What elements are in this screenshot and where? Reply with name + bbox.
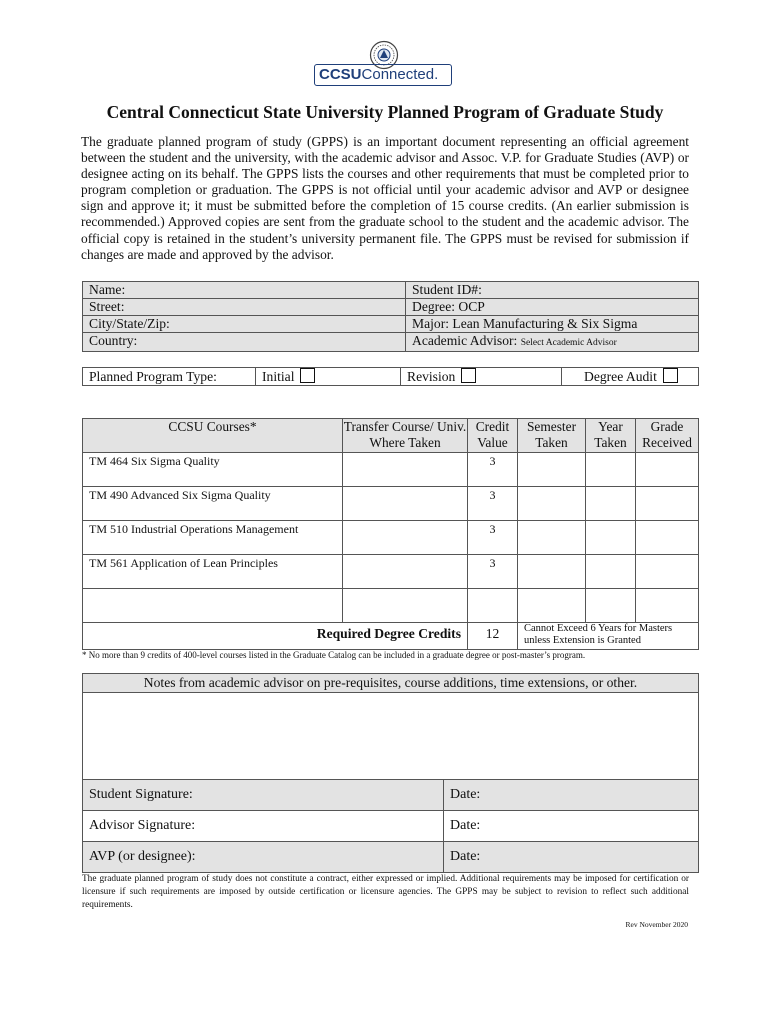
grade-cell[interactable] [636, 555, 699, 589]
semester-cell[interactable] [518, 453, 586, 487]
advisor-notes-area[interactable] [83, 693, 699, 780]
table-row [83, 555, 699, 589]
revision-checkbox[interactable] [461, 368, 476, 383]
table-row [83, 521, 699, 555]
student-id-field[interactable]: Student ID#: [406, 282, 699, 299]
transfer-cell[interactable] [343, 555, 468, 589]
grade-cell[interactable] [636, 453, 699, 487]
credit-cell: 3 [468, 487, 518, 521]
year-cell[interactable] [586, 521, 636, 555]
intro-paragraph: The graduate planned program of study (GPPS) is an important document representing an official agreement between the student and the university, with the academic advisor and Assoc. V.P. for Graduate Studies (AVP) or designee acting on its behalf. The GPPS lists the courses and other requirements that must be completed prior to program completion or graduation. The GPPS is not official until your academic advisor and AVP or designee sign and approve it; it must be submitted before the completion of 15 course credits. (An earlier submission is recommended.) Approved copies are sent from the graduate school to the student and the academic advisor. The official copy is retained in the student’s university permanent file. The GPPS must be revised for submission if changes are made and approved by the advisor. [81, 134, 689, 262]
year-cell[interactable] [586, 555, 636, 589]
required-credits-label: Required Degree Credits [83, 623, 468, 650]
grade-cell[interactable] [636, 589, 699, 623]
table-row [83, 589, 699, 623]
advisor-select[interactable]: Select Academic Advisor [520, 338, 617, 348]
course-name: TM 561 Application of Lean Principles [83, 555, 343, 589]
semester-cell[interactable] [518, 555, 586, 589]
degree-audit-checkbox[interactable] [663, 368, 678, 383]
ccsu-logo [312, 40, 458, 92]
student-date-field[interactable]: Date: [444, 780, 699, 811]
header-transfer-course: Transfer Course/ Univ. Where Taken [343, 419, 468, 453]
semester-cell[interactable] [518, 487, 586, 521]
program-type-table [82, 367, 699, 386]
transfer-cell[interactable] [343, 521, 468, 555]
major-field: Major: Lean Manufacturing & Six Sigma [406, 316, 699, 333]
course-name: TM 490 Advanced Six Sigma Quality [83, 487, 343, 521]
table-row [83, 453, 699, 487]
student-signature-field[interactable]: Student Signature: [83, 780, 444, 811]
option-initial[interactable] [256, 368, 401, 386]
disclaimer: The graduate planned program of study does not constitute a contract, either expressed or implied. Additional requirements may be imposed for certification or licensure if such requirements are imposed by outside certification or licensure agencies. The GPPS may be subject to revision to reflect such additional requirements. [82, 874, 689, 910]
required-credits-value: 12 [468, 623, 518, 650]
header-credit-value: Credit Value [468, 419, 518, 453]
year-cell[interactable] [586, 487, 636, 521]
footnote-400-level: * No more than 9 credits of 400-level courses listed in the Graduate Catalog can be included in a graduate degree or post-master’s program. [82, 650, 586, 660]
initial-label: Initial [262, 369, 295, 384]
credit-cell[interactable] [468, 589, 518, 623]
page-title: Central Connecticut State University Planned Program of Graduate Study [106, 102, 664, 122]
grade-cell[interactable] [636, 521, 699, 555]
transfer-cell[interactable] [343, 453, 468, 487]
course-table [82, 418, 699, 650]
grade-cell[interactable] [636, 487, 699, 521]
academic-advisor-field[interactable] [406, 333, 699, 352]
degree-audit-label: Degree Audit [584, 369, 657, 384]
degree-field: Degree: OCP [406, 299, 699, 316]
notes-signature-table [82, 673, 699, 873]
header-grade-received: Grade Received [636, 419, 699, 453]
header-year-taken: Year Taken [586, 419, 636, 453]
credit-cell: 3 [468, 521, 518, 555]
time-limit-note: Cannot Exceed 6 Years for Masters unless Extension is Granted [518, 623, 699, 650]
student-info-table [82, 281, 699, 352]
transfer-cell[interactable] [343, 589, 468, 623]
initial-checkbox[interactable] [300, 368, 315, 383]
course-name: TM 464 Six Sigma Quality [83, 453, 343, 487]
avp-date-field[interactable]: Date: [444, 842, 699, 873]
revision-label: Revision [407, 369, 456, 384]
year-cell[interactable] [586, 589, 636, 623]
notes-header: Notes from academic advisor on pre-requisites, course additions, time extensions, or other. [83, 674, 699, 693]
advisor-label: Academic Advisor: [412, 333, 518, 348]
header-ccsu-courses: CCSU Courses* [83, 419, 343, 453]
avp-signature-field[interactable]: AVP (or designee): [83, 842, 444, 873]
year-cell[interactable] [586, 453, 636, 487]
logo-wordmark: CCSUConnected. [314, 64, 452, 86]
credit-cell: 3 [468, 453, 518, 487]
table-row [83, 487, 699, 521]
transfer-cell[interactable] [343, 487, 468, 521]
advisor-signature-field[interactable]: Advisor Signature: [83, 811, 444, 842]
country-field[interactable]: Country: [83, 333, 406, 352]
revision-date: Rev November 2020 [625, 920, 688, 929]
advisor-date-field[interactable]: Date: [444, 811, 699, 842]
name-field[interactable]: Name: [83, 282, 406, 299]
course-name: TM 510 Industrial Operations Management [83, 521, 343, 555]
program-type-label: Planned Program Type: [83, 368, 256, 386]
street-field[interactable]: Street: [83, 299, 406, 316]
semester-cell[interactable] [518, 521, 586, 555]
option-degree-audit[interactable] [562, 368, 699, 386]
credit-cell: 3 [468, 555, 518, 589]
option-revision[interactable] [401, 368, 562, 386]
header-semester-taken: Semester Taken [518, 419, 586, 453]
course-name[interactable] [83, 589, 343, 623]
city-field[interactable]: City/State/Zip: [83, 316, 406, 333]
semester-cell[interactable] [518, 589, 586, 623]
